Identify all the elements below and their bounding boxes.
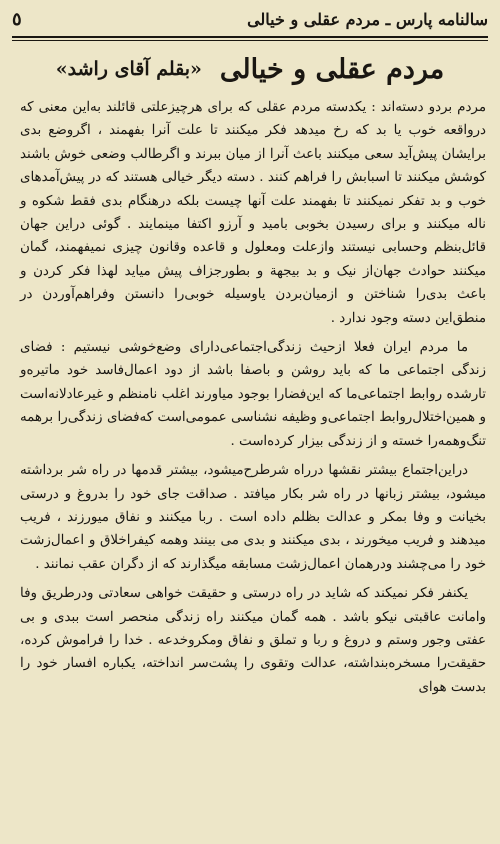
page-number: ٥ bbox=[12, 8, 22, 30]
running-title: سالنامه پارس ـ مردم عقلی و خیالی bbox=[247, 9, 488, 29]
paragraph: دراین‌اجتماع بیشتر نقشها درراه شرطرح‌میشود، بیشتر قدمها در راه شر برداشته میشود، بیشتر زبانها در راه شر بکار میافتد . صداقت جای خود را بدروغ و درستی بخیانت و وفا بمکر و عدالت بظلم داده است . ربا میکنند و نفاق میورزند ، فریب میدهند و فریب میخورند ، بدی میکنند و بدی می بینند وهمه کیفراخلاق و اعمال‌زشت خود را می‌چشند ودرهمان اعمال‌زشت مسابقه میگذارند که از دگران عقب نمانند . bbox=[20, 463, 486, 572]
paragraph: یکنفر فکر نمیکند که شاید در راه درستی و حقیقت خواهی سعادتی ودرطریق وفا وامانت عاقبتی نیکو باشد . همه گمان میکنند راه زندگی منحصر است ببدی و بی عفتی وجور وستم و دروغ و ربا و تملق و نفاق ومکروخدعه . خدا را فراموش کرده، حقیقت‌را مسخره‌بنداشته، عدالت وتقوی را پشت‌سر انداخته، یکباره افسار خود را بدست هوای bbox=[20, 586, 486, 695]
paragraph: ما مردم ایران فعلا ازحیث زندگی‌اجتماعی‌دارای وضع‌خوشی نیستیم : فضای زندگی اجتماعی ما که باید روشن و باصفا باشد از دود اعمال‌فاسد خود ماتیره‌و تارشده روابط اجتماعی‌ما که این‌فضارا بوجود میاورند اغلب نامنظم و غیرعادلانه‌است و همین‌اختلال‌روابط اجتماعی‌و وظیفه نشناسی عمومی‌است که‌فضای زندگی‌را برهمه تنگ‌وهمه‌را خسته و از زندگی بیزار کرده‌است . bbox=[20, 340, 486, 449]
page-header bbox=[12, 6, 488, 32]
article-byline: «بقلم آقای راشد» bbox=[55, 58, 202, 80]
header-rule bbox=[12, 36, 488, 38]
article-body bbox=[20, 96, 486, 699]
paragraph: مردم بردو دسته‌اند : یکدسته مردم عقلی که برای هرچیزعلتی قائلند به‌این معنی که درواقعه خوب یا بد که رخ میدهد فکر میکنند تا علت آنرا بفهمند ، اگروضع بدی برایشان پیش‌آید سعی میکنند باعث آنرا از میان ببرند و اگرطالب وضعی خوش باشند کوشش میکنند تا اسبابش را فراهم کنند . دسته دیگر خیالی هستند که در پیش‌آمدهای خوب و بد تفکر نمیکنند تا بفهمند علت آنها چیست بلکه درهنگام بدی فقط شکوه و ناله میکنند و برای رسیدن بخوبی بامید و آرزو اکتفا مینمایند . گوئی دراین جهان قائل‌بنظم وحسابی نیستند وازعلت ومعلول و قاعده وقانون چیزی نمیفهمند، گمان میکنند حوادث جهان‌از نیک و بد بیجهة و بطورجزاف پیش میاید لهذا فکر کردن و باعث بدی‌را شناختن و ازمیان‌بردن یاوسیله خوبی‌را دانستن وفراهم‌آوردن در منطق‌این دسته وجود ندارد . bbox=[20, 100, 486, 326]
article-title: مردم عقلی و خیالی bbox=[219, 53, 445, 85]
header-rule-thin bbox=[12, 40, 488, 41]
article-heading bbox=[12, 46, 488, 92]
